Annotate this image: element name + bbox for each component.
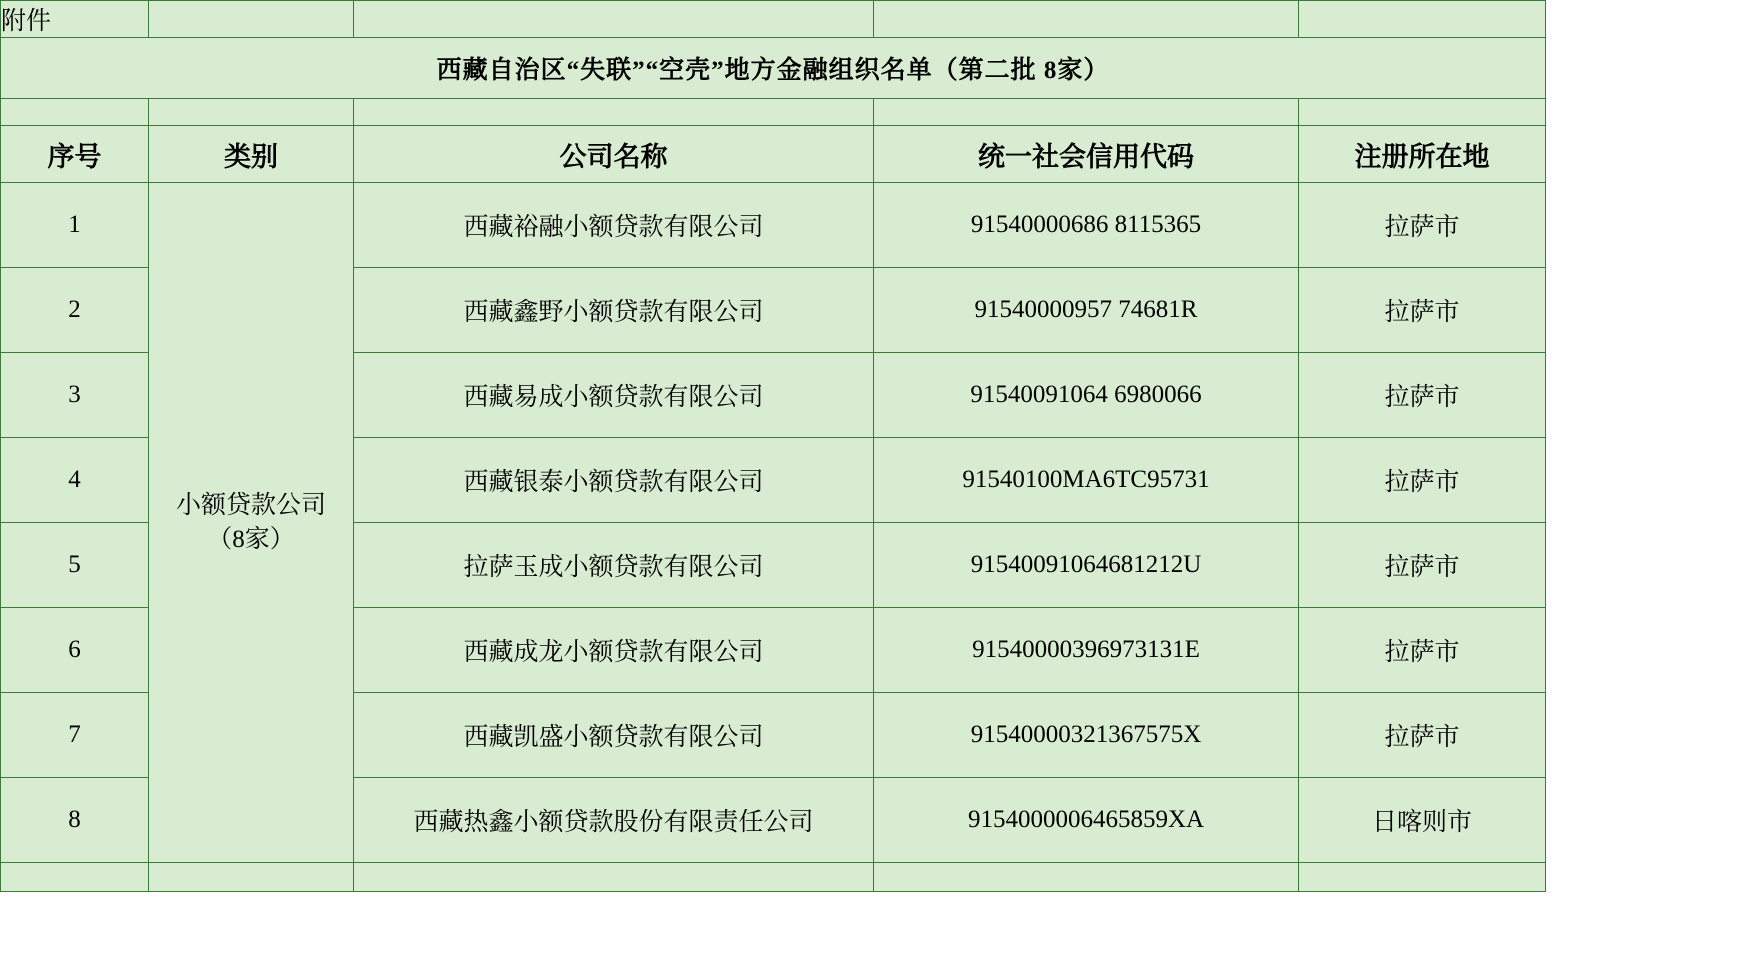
cell-credit-code: 91540100MA6TC95731	[874, 438, 1299, 523]
cell-seq: 4	[1, 438, 149, 523]
cell-location: 拉萨市	[1299, 268, 1546, 353]
bottom-cell-4	[874, 863, 1299, 892]
column-header-category: 类别	[149, 126, 354, 183]
title-row	[1, 38, 1546, 99]
cell-credit-code: 9154000006465859XA	[874, 778, 1299, 863]
page-title: 西藏自治区“失联”“空壳”地方金融组织名单（第二批 8家）	[1, 38, 1546, 99]
cell-company: 西藏热鑫小额贷款股份有限责任公司	[354, 778, 874, 863]
cell-credit-code: 91540000686 8115365	[874, 183, 1299, 268]
cell-credit-code: 91540000957 74681R	[874, 268, 1299, 353]
bottom-cell-5	[1299, 863, 1546, 892]
bottom-cell-3	[354, 863, 874, 892]
attachment-blank-cell-3	[874, 1, 1299, 38]
attachment-blank-cell-2	[354, 1, 874, 38]
cell-category-group	[149, 183, 354, 863]
cell-credit-code: 91540091064681212U	[874, 523, 1299, 608]
category-line-2: （8家）	[207, 525, 295, 553]
cell-location: 拉萨市	[1299, 523, 1546, 608]
cell-company: 西藏银泰小额贷款有限公司	[354, 438, 874, 523]
category-line-1: 小额贷款公司	[175, 491, 326, 519]
attachment-row	[1, 1, 1546, 38]
cell-location: 日喀则市	[1299, 778, 1546, 863]
cell-company: 拉萨玉成小额贷款有限公司	[354, 523, 874, 608]
attachment-blank-cell-1	[149, 1, 354, 38]
cell-seq: 8	[1, 778, 149, 863]
column-header-credit-code: 统一社会信用代码	[874, 126, 1299, 183]
attachment-blank-cell-4	[1299, 1, 1546, 38]
cell-location: 拉萨市	[1299, 608, 1546, 693]
cell-location: 拉萨市	[1299, 693, 1546, 778]
cell-seq: 7	[1, 693, 149, 778]
cell-company: 西藏易成小额贷款有限公司	[354, 353, 874, 438]
cell-seq: 3	[1, 353, 149, 438]
cell-credit-code: 91540091064 6980066	[874, 353, 1299, 438]
cell-credit-code: 91540000396973131E	[874, 608, 1299, 693]
cell-location: 拉萨市	[1299, 438, 1546, 523]
spacer-cell-4	[874, 99, 1299, 126]
cell-seq: 6	[1, 608, 149, 693]
spacer-cell-3	[354, 99, 874, 126]
cell-company: 西藏鑫野小额贷款有限公司	[354, 268, 874, 353]
cell-company: 西藏裕融小额贷款有限公司	[354, 183, 874, 268]
spacer-cell-1	[1, 99, 149, 126]
table-header-row	[1, 126, 1546, 183]
cell-seq: 2	[1, 268, 149, 353]
spacer-row	[1, 99, 1546, 126]
column-header-location: 注册所在地	[1299, 126, 1546, 183]
column-header-company: 公司名称	[354, 126, 874, 183]
bottom-cell-2	[149, 863, 354, 892]
cell-location: 拉萨市	[1299, 353, 1546, 438]
cell-seq: 5	[1, 523, 149, 608]
cell-company: 西藏凯盛小额贷款有限公司	[354, 693, 874, 778]
bottom-cell-1	[1, 863, 149, 892]
spacer-cell-2	[149, 99, 354, 126]
column-header-seq: 序号	[1, 126, 149, 183]
spacer-cell-5	[1299, 99, 1546, 126]
cell-seq: 1	[1, 183, 149, 268]
cell-location: 拉萨市	[1299, 183, 1546, 268]
cell-company: 西藏成龙小额贷款有限公司	[354, 608, 874, 693]
table-row	[1, 183, 1546, 268]
cell-credit-code: 91540000321367575X	[874, 693, 1299, 778]
attachment-label: 附件	[1, 1, 149, 38]
table-bottom-row	[1, 863, 1546, 892]
